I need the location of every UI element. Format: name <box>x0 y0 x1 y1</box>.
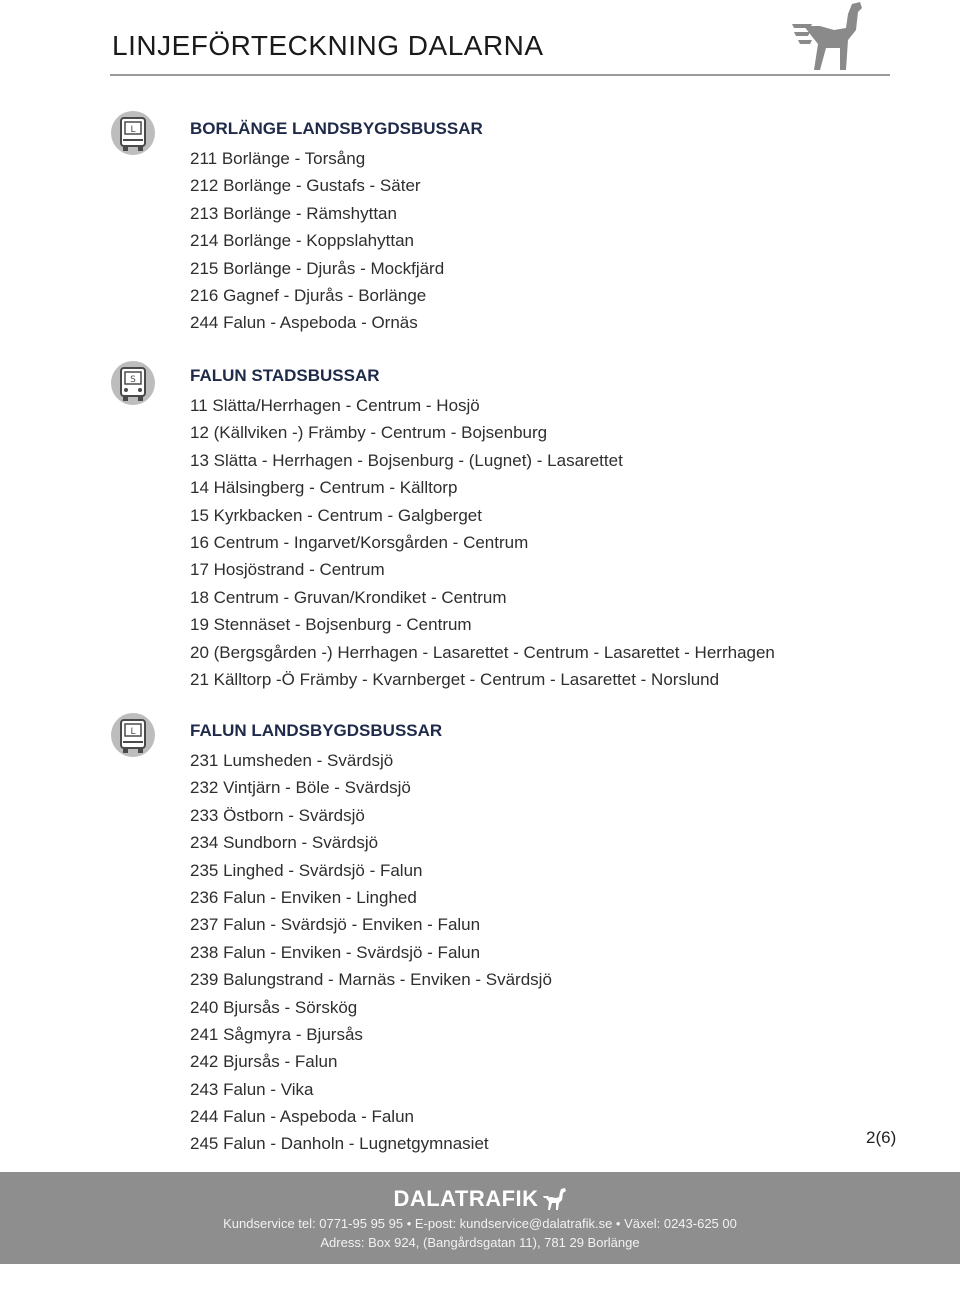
footer-contact: Kundservice tel: 0771-95 95 95 • E-post: kundservice@dalatrafik.se • Växel: 0243-625 00 <box>223 1216 737 1231</box>
route-item: 17 Hosjöstrand - Centrum <box>190 560 385 580</box>
route-list <box>190 392 775 693</box>
route-item: 216 Gagnef - Djurås - Borlänge <box>190 285 427 305</box>
route-item: 244 Falun - Aspeboda - Falun <box>190 1107 414 1127</box>
section-heading: FALUN STADSBUSSAR <box>190 366 380 385</box>
section-borlange-landsbygdsbussar <box>190 118 483 337</box>
route-item: 238 Falun - Enviken - Svärdsjö - Falun <box>190 942 481 962</box>
bus-s-icon <box>110 360 156 406</box>
route-item: 214 Borlänge - Koppslahyttan <box>190 231 414 251</box>
route-item: 19 Stennäset - Bojsenburg - Centrum <box>190 615 472 635</box>
route-item: 20 (Bergsgården -) Herrhagen - Lasarettet - Centrum - Lasarettet - Herrhagen <box>190 642 775 662</box>
route-item: 234 Sundborn - Svärdsjö <box>190 833 379 853</box>
svg-text:S: S <box>130 375 136 385</box>
route-list <box>190 145 483 337</box>
route-item: 243 Falun - Vika <box>190 1079 314 1099</box>
route-item: 236 Falun - Enviken - Linghed <box>190 887 417 907</box>
route-item: 15 Kyrkbacken - Centrum - Galgberget <box>190 505 482 525</box>
bus-l-icon <box>110 712 156 758</box>
section-falun-landsbygdsbussar <box>190 720 552 1158</box>
route-item: 231 Lumsheden - Svärdsjö <box>190 751 394 770</box>
section-heading: FALUN LANDSBYGDSBUSSAR <box>190 721 443 740</box>
route-item: 235 Linghed - Svärdsjö - Falun <box>190 860 423 880</box>
footer-brand <box>0 1186 960 1212</box>
route-item: 14 Hälsingberg - Centrum - Källtorp <box>190 478 458 498</box>
route-item: 241 Sågmyra - Bjursås <box>190 1024 363 1044</box>
page-title: LINJEFÖRTECKNING DALARNA <box>112 30 544 61</box>
route-item: 215 Borlänge - Djurås - Mockfjärd <box>190 258 445 278</box>
section-heading: BORLÄNGE LANDSBYGDSBUSSAR <box>190 119 483 138</box>
route-list <box>190 747 552 1158</box>
route-item: 240 Bjursås - Sörskög <box>190 997 358 1017</box>
dalahorse-small-icon <box>543 1188 567 1210</box>
header-divider <box>110 74 890 76</box>
route-item: 211 Borlänge - Torsång <box>190 149 366 168</box>
route-item: 12 (Källviken -) Främby - Centrum - Bojsenburg <box>190 423 548 443</box>
section-falun-stadsbussar <box>190 365 775 693</box>
footer-banner <box>0 1172 960 1264</box>
route-item: 21 Källtorp -Ö Främby - Kvarnberget - Centrum - Lasarettet - Norslund <box>190 669 720 689</box>
footer-brand-name: DALATRAFIK <box>393 1186 539 1211</box>
svg-text:L: L <box>130 125 136 135</box>
route-item: 237 Falun - Svärdsjö - Enviken - Falun <box>190 915 481 935</box>
route-item: 212 Borlänge - Gustafs - Säter <box>190 176 421 196</box>
dalahorse-logo-icon <box>790 0 870 72</box>
bus-l-icon <box>110 110 156 156</box>
route-item: 16 Centrum - Ingarvet/Korsgården - Centrum <box>190 532 529 552</box>
route-item: 244 Falun - Aspeboda - Ornäs <box>190 313 418 333</box>
route-item: 11 Slätta/Herrhagen - Centrum - Hosjö <box>190 396 480 415</box>
route-item: 245 Falun - Danholn - Lugnetgymnasiet <box>190 1134 489 1154</box>
svg-text:L: L <box>130 727 136 737</box>
route-item: 13 Slätta - Herrhagen - Bojsenburg - (Lugnet) - Lasarettet <box>190 450 623 470</box>
route-item: 18 Centrum - Gruvan/Krondiket - Centrum <box>190 587 507 607</box>
footer-address: Adress: Box 924, (Bangårdsgatan 11), 781 29 Borlänge <box>320 1235 640 1250</box>
route-item: 213 Borlänge - Rämshyttan <box>190 203 397 223</box>
route-item: 242 Bjursås - Falun <box>190 1052 338 1072</box>
page-number: 2(6) <box>866 1128 897 1147</box>
route-item: 232 Vintjärn - Böle - Svärdsjö <box>190 778 411 798</box>
route-item: 239 Balungstrand - Marnäs - Enviken - Svärdsjö <box>190 970 552 990</box>
route-item: 233 Östborn - Svärdsjö <box>190 805 365 825</box>
